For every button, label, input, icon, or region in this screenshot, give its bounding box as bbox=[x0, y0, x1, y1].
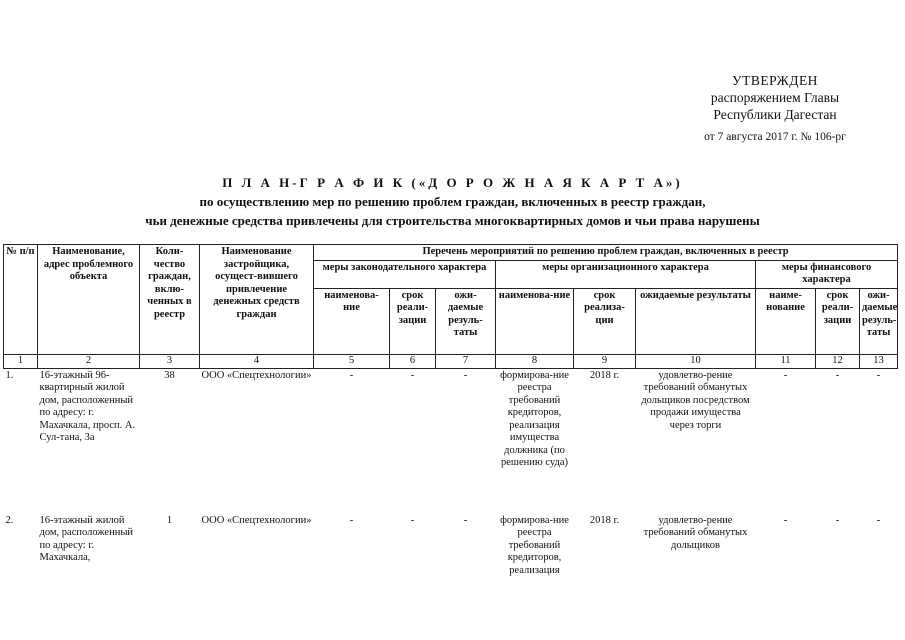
row-object: 16-этажный 96-квартирный жилой дом, расположенный по адресу: г. Махачкала, просп. А. Сул-тана, 3а bbox=[39, 369, 136, 443]
header-fin-name: наиме-нование bbox=[756, 288, 816, 354]
row-leg-result: - bbox=[463, 514, 468, 526]
col-number: 6 bbox=[390, 354, 436, 368]
row-fin-name: - bbox=[783, 514, 788, 526]
row-developer: ООО «Спецтехнологии» bbox=[201, 369, 312, 381]
header-measures: Перечень мероприятий по решению проблем граждан, включенных в реестр bbox=[314, 245, 898, 261]
col-number: 13 bbox=[860, 354, 898, 368]
col-number: 8 bbox=[496, 354, 574, 368]
header-count: Коли-чество граждан, вклю-ченных в реестр bbox=[140, 245, 200, 355]
header-row-1 bbox=[4, 245, 898, 261]
row-count: 38 bbox=[164, 369, 175, 381]
row-org-term: 2018 г. bbox=[589, 369, 620, 381]
col-number: 4 bbox=[200, 354, 314, 368]
col-number: 5 bbox=[314, 354, 390, 368]
approval-line-1: распоряжением Главы bbox=[710, 90, 840, 105]
header-financial: меры финансового характера bbox=[756, 260, 898, 288]
row-leg-term: - bbox=[410, 514, 415, 526]
row-org-name: формирова-ние реестра требований кредиторов, реализация bbox=[500, 514, 569, 576]
row-developer: ООО «Спецтехнологии» bbox=[201, 514, 312, 526]
table-row bbox=[4, 368, 898, 497]
row-org-name: формирова-ние реестра требований кредиторов, реализация имущества должника (по решению суда) bbox=[500, 369, 569, 468]
header-object: Наименование, адрес проблемного объекта bbox=[38, 245, 140, 355]
row-fin-term: - bbox=[835, 514, 840, 526]
col-number: 12 bbox=[816, 354, 860, 368]
row-object: 16-этажный жилой дом, расположенный по адресу: г. Махачкала, bbox=[39, 514, 134, 563]
approval-date: от 7 августа 2017 г. № 106-рг bbox=[704, 131, 846, 143]
header-leg-result: ожи-даемые резуль-таты bbox=[436, 288, 496, 354]
col-number: 10 bbox=[636, 354, 756, 368]
document-title: П Л А Н-Г Р А Ф И К («Д О Р О Ж Н А Я К А Р Т А») bbox=[222, 175, 683, 190]
header-organizational: меры организационного характера bbox=[496, 260, 756, 288]
header-org-term: срок реализа-ции bbox=[574, 288, 636, 354]
row-org-result: удовлетво-рение требований обманутых дольщиков bbox=[643, 514, 748, 551]
column-number-row bbox=[4, 354, 898, 368]
col-number: 11 bbox=[756, 354, 816, 368]
approval-stamp bbox=[690, 72, 860, 146]
document-subtitle-2: чьи денежные средства привлечены для строительства многоквартирных домов и чьи права нарушены bbox=[145, 213, 760, 228]
header-leg-name: наименова-ние bbox=[314, 288, 390, 354]
approval-line-2: Республики Дагестан bbox=[713, 107, 837, 122]
approval-title: УТВЕРЖДЕН bbox=[732, 73, 818, 88]
table-row bbox=[4, 497, 898, 590]
header-org-name: наименова-ние bbox=[496, 288, 574, 354]
row-org-result: удовлетво-рение требований обманутых дольщиков посредством продажи имущества через торги bbox=[641, 369, 750, 431]
col-number: 9 bbox=[574, 354, 636, 368]
header-org-result: ожидаемые результаты bbox=[636, 288, 756, 354]
header-leg-term: срок реали-зации bbox=[390, 288, 436, 354]
row-leg-term: - bbox=[410, 369, 415, 381]
plan-table bbox=[3, 244, 898, 590]
row-fin-name: - bbox=[783, 369, 788, 381]
row-fin-term: - bbox=[835, 369, 840, 381]
row-org-term: 2018 г. bbox=[589, 514, 620, 526]
row-num: 1. bbox=[5, 369, 14, 381]
row-num: 2. bbox=[5, 514, 14, 526]
col-number: 7 bbox=[436, 354, 496, 368]
row-count: 1 bbox=[166, 514, 173, 526]
header-developer: Наименование застройщика, осущест-вившего привлечение денежных средств граждан bbox=[200, 245, 314, 355]
header-legislative: меры законодательного характера bbox=[314, 260, 496, 288]
row-leg-name: - bbox=[349, 514, 354, 526]
row-fin-result: - bbox=[876, 514, 881, 526]
document-subtitle-1: по осуществлению мер по решению проблем граждан, включенных в реестр граждан, bbox=[199, 194, 706, 209]
row-fin-result: - bbox=[876, 369, 881, 381]
header-num: № п/п bbox=[4, 245, 38, 355]
header-fin-result: ожи-даемые резуль-таты bbox=[860, 288, 898, 354]
col-number: 3 bbox=[140, 354, 200, 368]
col-number: 2 bbox=[38, 354, 140, 368]
document-heading bbox=[0, 174, 905, 230]
col-number: 1 bbox=[4, 354, 38, 368]
row-leg-name: - bbox=[349, 369, 354, 381]
header-fin-term: срок реали-зации bbox=[816, 288, 860, 354]
row-leg-result: - bbox=[463, 369, 468, 381]
